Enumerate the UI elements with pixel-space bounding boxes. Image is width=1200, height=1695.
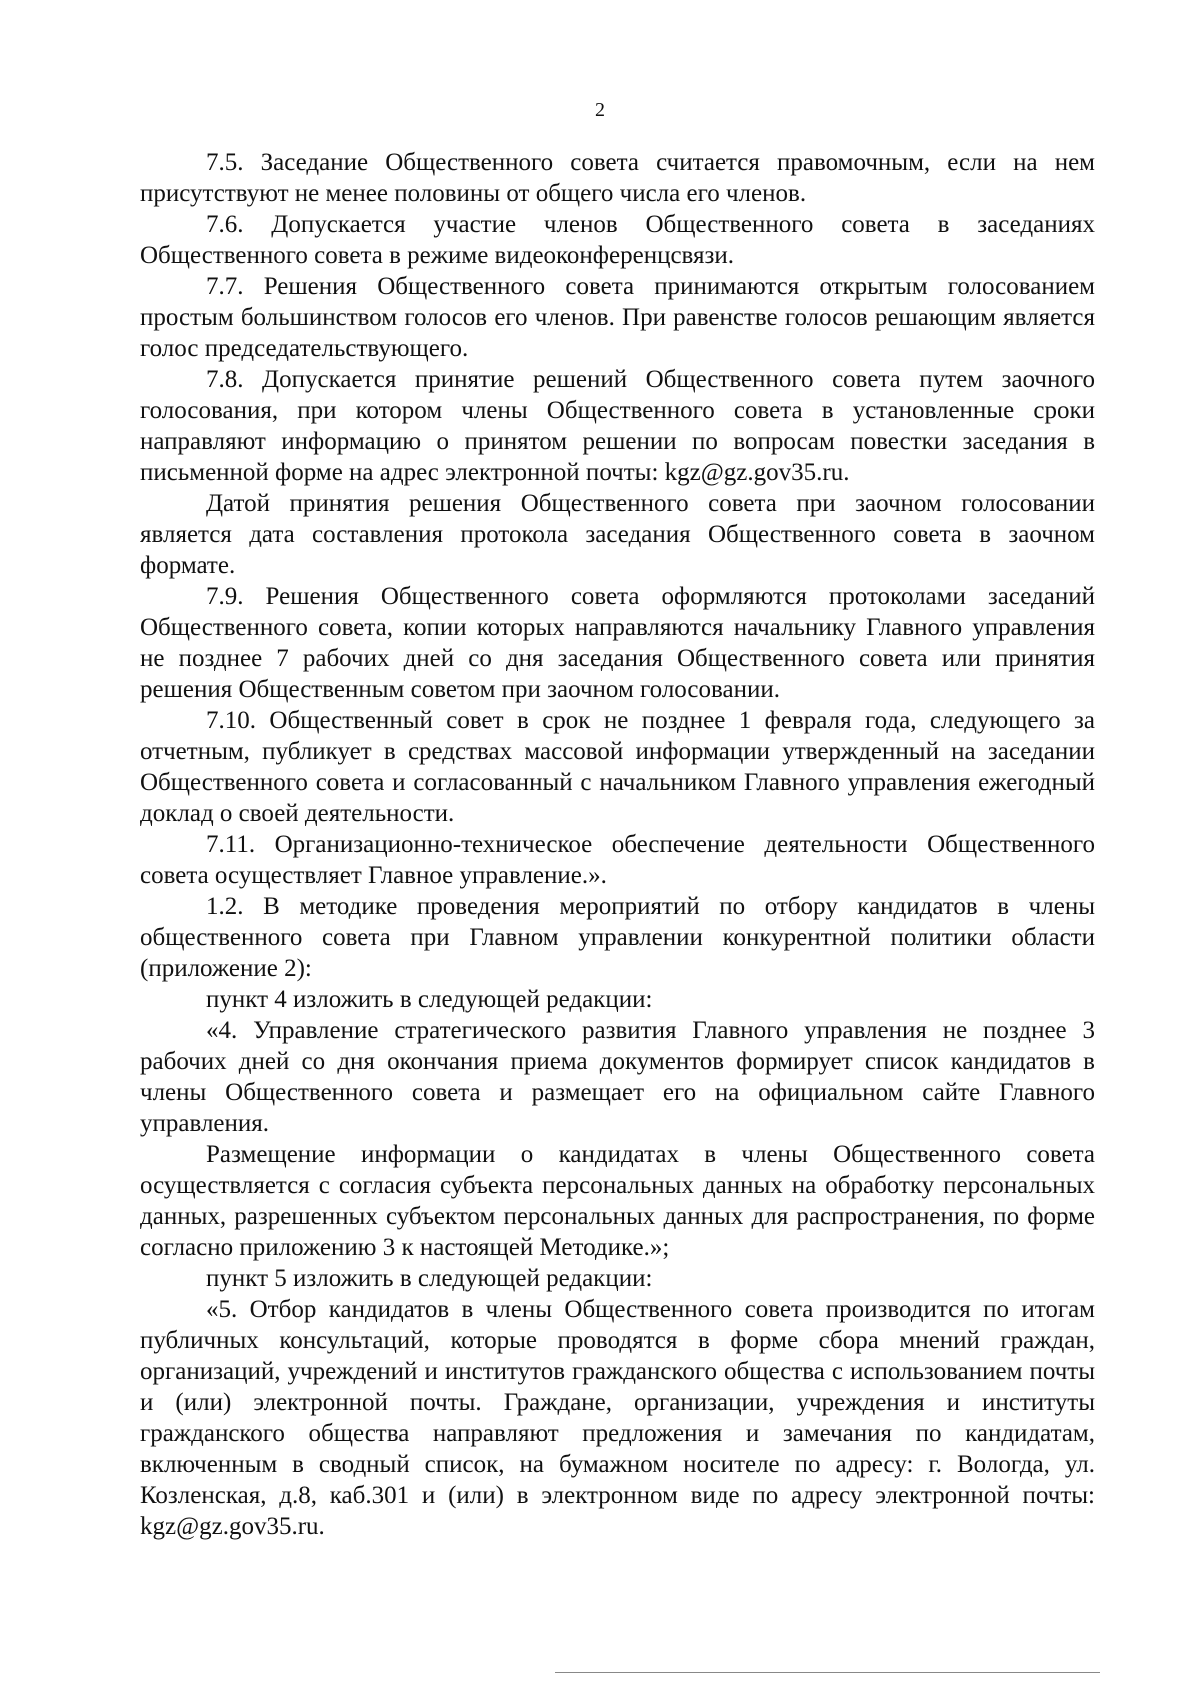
paragraph-7-7: 7.7. Решения Общественного совета принимаются открытым голосованием простым большинством голосов его членов. При равенстве голосов решающим является голос председательствующего.: [140, 273, 1095, 362]
paragraph-item-4-intro: пункт 4 изложить в следующей редакции:: [206, 986, 653, 1013]
paragraph-7-6: 7.6. Допускается участие членов Общественного совета в заседаниях Общественного совета в режиме видеоконференцсвязи.: [140, 211, 1095, 269]
paragraph-item-4-placement: Размещение информации о кандидатах в члены Общественного совета осуществляется с согласия субъекта персональных данных на обработку персональных данных, разрешенных субъектом персональных данных для распространения, по форме согласно приложению 3 к настоящей Методике.»;: [140, 1141, 1095, 1261]
bottom-divider: [555, 1672, 1100, 1673]
paragraph-7-5: 7.5. Заседание Общественного совета считается правомочным, если на нем присутствуют не менее половины от общего числа его членов.: [140, 149, 1095, 207]
paragraph-7-10: 7.10. Общественный совет в срок не позднее 1 февраля года, следующего за отчетным, публикует в средствах массовой информации утвержденный на заседании Общественного совета и согласованный с начальником Главного управления ежегодный доклад о своей деятельности.: [140, 707, 1095, 827]
document-body: [140, 147, 1095, 1542]
paragraph-item-4: «4. Управление стратегического развития Главного управления не позднее 3 рабочих дней со дня окончания приема документов формирует список кандидатов в члены Общественного совета и размещает его на официальном сайте Главного управления.: [140, 1017, 1095, 1137]
paragraph-7-9: 7.9. Решения Общественного совета оформляются протоколами заседаний Общественного совета, копии которых направляются начальнику Главного управления не позднее 7 рабочих дней со дня заседания Общественного совета или принятия решения Общественным советом при заочном голосовании.: [140, 583, 1095, 703]
paragraph-item-5-intro: пункт 5 изложить в следующей редакции:: [206, 1265, 653, 1292]
paragraph-7-11: 7.11. Организационно-техническое обеспечение деятельности Общественного совета осуществляет Главное управление.».: [140, 831, 1095, 889]
paragraph-1-2: 1.2. В методике проведения мероприятий по отбору кандидатов в члены общественного совета при Главном управлении конкурентной политики области (приложение 2):: [140, 893, 1095, 982]
paragraph-7-8-date: Датой принятия решения Общественного совета при заочном голосовании является дата составления протокола заседания Общественного совета в заочном формате.: [140, 490, 1095, 579]
page-number: 2: [595, 99, 605, 121]
paragraph-7-8: 7.8. Допускается принятие решений Общественного совета путем заочного голосования, при котором члены Общественного совета в установленные сроки направляют информацию о принятом решении по вопросам повестки заседания в письменной форме на адрес электронной почты: kgz@gz.gov35.ru.: [140, 366, 1095, 486]
paragraph-item-5: «5. Отбор кандидатов в члены Общественного совета производится по итогам публичных консультаций, которые проводятся в форме сбора мнений граждан, организаций, учреждений и институтов гражданского общества с использованием почты и (или) электронной почты. Граждане, организации, учреждения и институты гражданского общества направляют предложения и замечания по кандидатам, включенным в сводный список, на бумажном носителе по адресу: г. Вологда, ул. Козленская, д.8, каб.301 и (или) в электронном виде по адресу электронной почты: kgz@gz.gov35.ru.: [140, 1296, 1095, 1540]
